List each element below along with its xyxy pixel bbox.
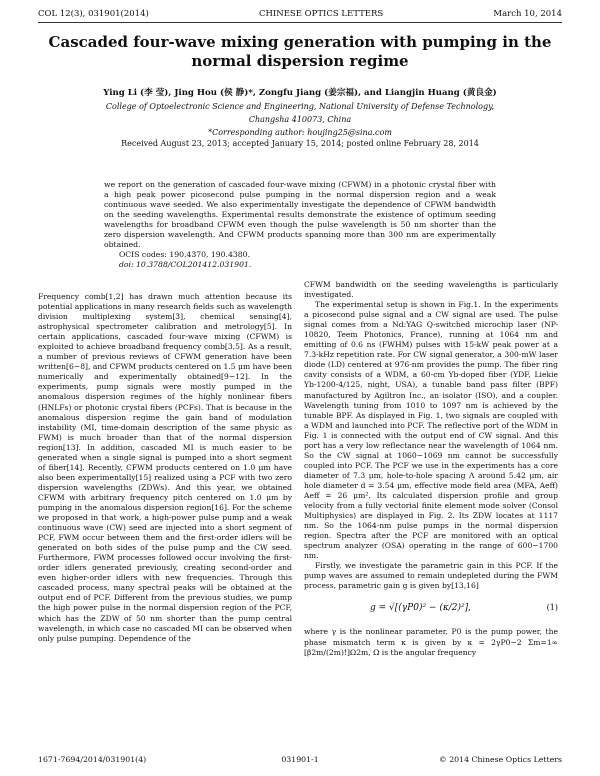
journal-name: CHINESE OPTICS LETTERS bbox=[259, 9, 384, 19]
issn-footer: 1671-7694/2014/031901(4) bbox=[38, 755, 147, 764]
abstract bbox=[104, 180, 496, 270]
running-header bbox=[38, 9, 562, 22]
left-column bbox=[38, 292, 292, 644]
copyright-footer: © 2014 Chinese Optics Letters bbox=[438, 755, 562, 764]
affiliation bbox=[30, 100, 570, 139]
journal-citation: COL 12(3), 031901(2014) bbox=[38, 9, 149, 19]
header-rule bbox=[38, 22, 562, 23]
abstract-text: we report on the generation of cascaded four-wave mixing (CFWM) in a photonic crystal fiber with a high peak power picosecond pulse pumping in the normal dispersion region and a weak continuous wave seeded. We also experimentally investigate the dependence of CFWM bandwidth on the seeding wavelengths. Experimental results demonstrate the existence of optimum seeding wavelengths for broadband CFWM even though the pulse wavelength is 50 nm shorter than the zero dispersion wavelength. And CFWM products spanning more than 300 nm are experimentally obtained. bbox=[104, 180, 496, 249]
affiliation-line-1: College of Optoelectronic Science and Engineering, National University of Defense Technology, bbox=[105, 102, 495, 111]
affiliation-line-2: Changsha 410073, China bbox=[248, 115, 352, 124]
equation-number: (1) bbox=[546, 603, 558, 613]
page-number: 031901-1 bbox=[281, 755, 319, 764]
issue-date: March 10, 2014 bbox=[493, 9, 562, 19]
setup-paragraph: The experimental setup is shown in Fig.1. In the experiments a picosecond pulse signal and a CW signal are used. The pulse signal comes from a Nd:YAG Q-switched microchip laser (NP-10820, Teem Photonics, France), running at 1064 nm and emitting of 0.6 ns (FWHM) pulses with 15-kW peak power at a 7.3-kHz repetition rate. For CW signal generator, a 300-mW laser diode (LD) centered at 976-nm provides the pump. The fiber ring cavity consists of a WDM, a 60-cm Yb-doped fiber (YDF, Liekie Yb-1200-4/125, night, USA), a tunable band pass filter (BPF) manufactured by Agiltron Inc., an isolator (ISO), and a coupler. Wavelength tuning from 1010 to 1097 nm is achieved by the tunable BPF. As displayed in Fig. 1, two signals are coupled with a WDM and launched into PCF. The reflective port of the WDM in Fig. 1 is connected with the output end of CW signal. And this port has a very low reflectance near the wavelength of 1064 nm. So the CW signal at 1060−1069 nm cannot be successfully coupled into PCF. The PCF we use in the experiments has a core diameter of 7.3 μm, hole-to-hole spacing Λ around 5.42 μm, air hole diameter d = 3.54 μm, effective mode field area (MFA, Aeff) Aeff = 26 μm². Its calculated dispersion profile and group velocity from a fully vectorial finite element mode solver (Consol Multiphysics) are displayed in Fig. 2. Its ZDW locates at 1117 nm. So the 1064-nm pulse pumps in the normal dispersion region. Spectra after the PCF are monitored with an optical spectrum analyzer (OSA) operating in the range of 600−1700 nm. bbox=[304, 300, 558, 561]
doi: doi: 10.3788/COL201412.031901. bbox=[119, 260, 252, 269]
corresponding-author: *Corresponding author: houjing25@sina.com bbox=[208, 128, 392, 137]
intro-paragraph: Frequency comb[1,2] has drawn much attention because its potential applications in many research fields such as wavelength division multiplexing system[3], chemical sensing[4], astrophysical spectrometer calibration and metrology[5]. In certain applications, cascaded four-wave mixing (CFWM) is exploited to achieve broadband frequency comb[3,5]. As a result, a number of previous reviews of CFWM generation have been written[6−8], and CFWM products centered on 1.5 μm have been numerically and experimentally obtained[9−12]. In the experiments, pump signals were mostly pumped in the anomalous dispersion regimes of the highly nonlinear fibers (HNLFs) or photonic crystal fibers (PCFs). That is because in the anomalous dispersion regime the gain band of modulation instability (MI, time-domain description of the same physic as FWM) is much broader than that of the normal dispersion region[13]. In addition, cascaded MI is much easier to be generated when a single signal is pumped into a short segment of fiber[14]. Recently, CFWM products centered on 1.0 μm have also been experimentally[15] realized using a PCF with two zero dispersion wavelengths (ZDWs). And this year, we obtained CFWM with arbitrary frequency pitch centered on 1.0 μm by pumping in the anomalous dispersion region[16]. For the scheme we proposed in that work, a high-power pulse pump and a weak continuous wave (CW) seed are injected into a short segment of PCF, FWM occur between them and the first-order idlers will be generated on both sides of the pulse pump and the CW seed. Furthermore, FWM processes followed occur involving the first-order idlers generated previously, creating second-order and even higher-order idlers with new frequencies. Through this cascaded process, many spectral peaks will be obtained at the output end of PCF. Different from the previous studies, we pump the high power pulse in the normal dispersion region of the PCF, which has the ZDW of 50 nm shorter than the pump central wavelength, in which case no cascaded MI can be observed when only pulse pumping. Dependence of the bbox=[38, 292, 292, 643]
author-list: Ying Li (李 莹), Jing Hou (侯 静)*, Zongfu Jiang (姜宗福), and Liangjin Huang (黄良金) bbox=[103, 88, 497, 98]
publication-dates: Received August 23, 2013; accepted January 15, 2014; posted online February 28, 2014 bbox=[121, 139, 479, 148]
ocis-codes: OCIS codes: 190.4370, 190.4380. bbox=[119, 250, 251, 259]
equation-body: g = √[(γP0)² − (κ/2)²], bbox=[370, 603, 471, 614]
equation-1 bbox=[304, 594, 558, 622]
right-column bbox=[304, 280, 558, 658]
continued-paragraph: CFWM bandwidth on the seeding wavelengths is particularly investigated. bbox=[304, 280, 558, 300]
paper-title: Cascaded four-wave mixing generation with pumping in the normal dispersion regime bbox=[48, 33, 552, 70]
definition-paragraph: where γ is the nonlinear parameter, P0 is the pump power, the phase mismatch term κ is given by κ = 2γP0−2 Σm=1∞ [β2m/(2m)!]Ω2m, Ω is the angular frequency bbox=[304, 627, 558, 657]
gain-paragraph: Firstly, we investigate the parametric gain in this PCF. If the pump waves are assumed to remain undepleted during the FWM process, parametric gain g is given by[13,16] bbox=[304, 561, 558, 591]
